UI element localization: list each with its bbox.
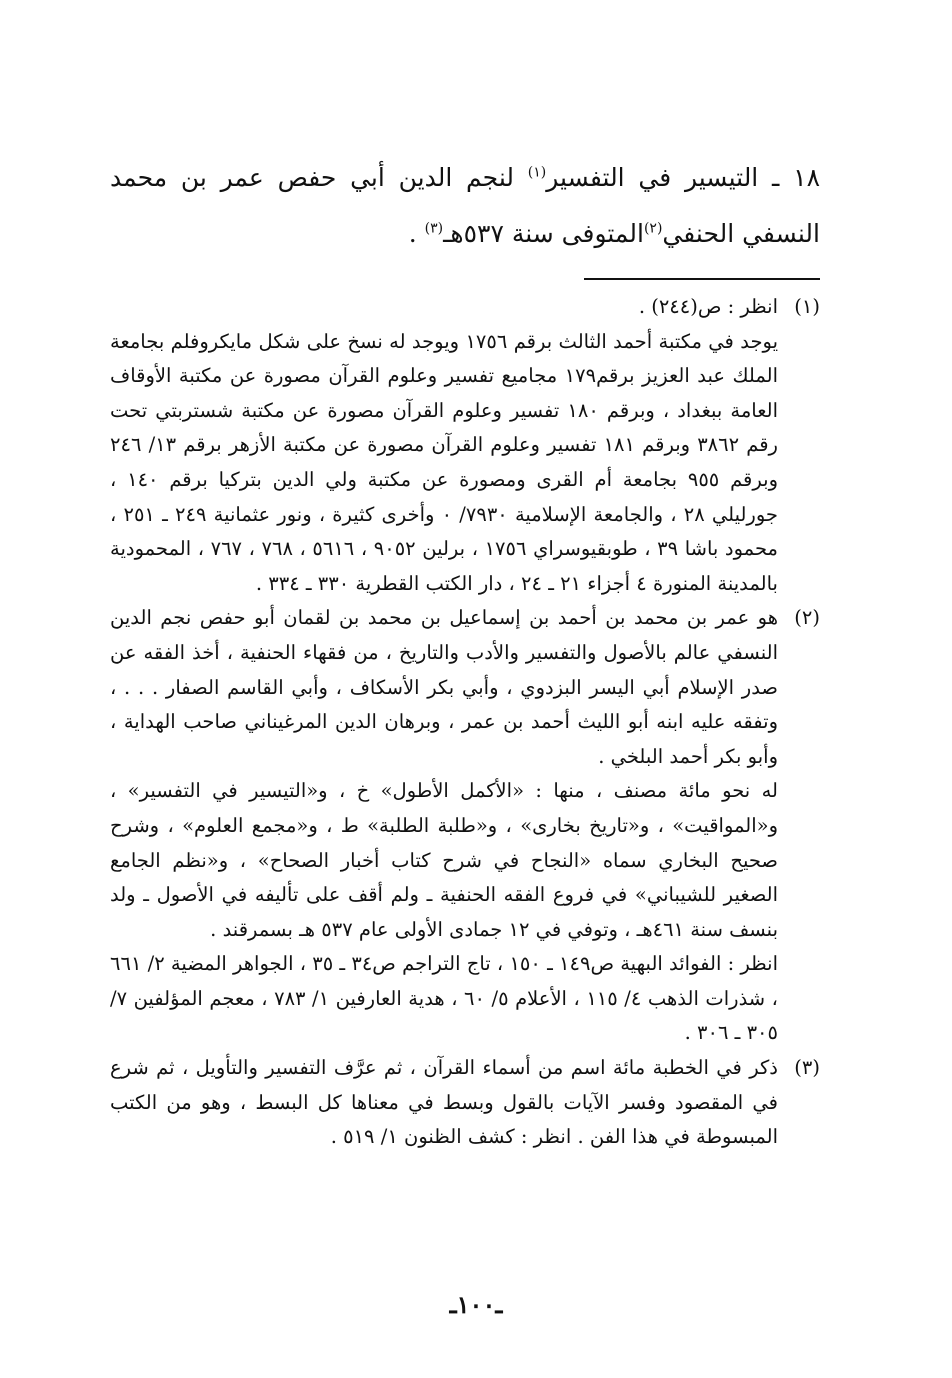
- entry-number: ١٨ ـ: [772, 163, 821, 192]
- page-body: [110, 150, 820, 1155]
- entry-author: لنجم الدين أبي حفص عمر بن محمد النسفي الحنفي: [110, 163, 820, 248]
- entry-title: التيسير في التفسير: [546, 163, 759, 192]
- entry-end: .: [408, 219, 425, 248]
- entry-death-year: المتوفى سنة ٥٣٧هـ: [443, 219, 644, 248]
- footnote-divider: [584, 278, 820, 280]
- footnotes: [110, 290, 820, 1155]
- footnote-1: [110, 290, 820, 601]
- footnote-paragraph: ذكر في الخطبة مائة اسم من أسماء القرآن ، ثم عرَّف التفسير والتأويل ، ثم شرع في المقصود وفسر الآيات بالقول وبسط في معناها كل البسط ، وهو من الكتب المبسوطة في هذا الفن . انظر : كشف الظنون ١/ ٥١٩ .: [110, 1056, 778, 1149]
- footnote-paragraph: انظر : ص(٢٤٤) .: [638, 295, 778, 318]
- footnote-paragraph: له نحو مائة مصنف ، منها : «الأكمل الأطول» خ ، و«التيسير في التفسير» ، و«المواقيت» ، و«تاريخ بخارى» ، و«طلبة الطلبة» ط ، و«مجمع العلوم» ، وشرح صحيح البخاري سماه «النجاح في شرح كتاب أخبار الصحاح» ، و«نظم الجامع الصغير للشيباني» في فروع الفقه الحنفية ـ ولم أقف على تأليفه في الأصول ـ ولد بنسف سنة ٤٦١هـ ، وتوفي في ١٢ جمادى الأولى عام ٥٣٧ هـ بسمرقند .: [110, 779, 778, 941]
- footnote-ref-3[interactable]: (٣): [424, 220, 444, 237]
- footnote-2: [110, 601, 820, 1051]
- footnote-number: (٣): [794, 1056, 820, 1080]
- footnote-paragraph: هو عمر بن محمد بن أحمد بن إسماعيل بن محمد بن لقمان أبو حفص نجم الدين النسفي عالم بالأصول والتفسير والأدب والتاريخ ، من فقهاء الحنفية ، أخذ الفقه عن صدر الإسلام أبي اليسر البزدوي ، وأبي بكر الأسكاف ، وأبي القاسم الصفار . . . ، وتفقه عليه ابنه أبو الليث أحمد بن عمر ، وبرهان الدين المرغيناني صاحب الهداية ، وأبو بكر أحمد البلخي .: [110, 606, 778, 768]
- main-entry: [110, 150, 820, 262]
- footnote-ref-1[interactable]: (١): [527, 164, 547, 181]
- page-number: ـ١٠٠ـ: [449, 1290, 503, 1319]
- footnote-paragraph: انظر : الفوائد البهية ص١٤٩ ـ ١٥٠ ، تاج التراجم ص٣٤ ـ ٣٥ ، الجواهر المضية ٢/ ٦٦١ ، شذرات الذهب ٤/ ١١٥ ، الأعلام ٥/ ٦٠ ، هدية العارفين ١/ ٧٨٣ ، معجم المؤلفين ٧/ ٣٠٥ ـ ٣٠٦ .: [110, 952, 778, 1045]
- footnote-number: (١): [794, 295, 820, 318]
- footnote-number: (٢): [794, 606, 820, 630]
- footnote-ref-2[interactable]: (٢): [643, 220, 663, 237]
- footnote-paragraph: يوجد في مكتبة أحمد الثالث برقم ١٧٥٦ ويوجد له نسخ على شكل مايكروفلم بجامعة الملك عبد العزيز برقم١٧٩ مجاميع تفسير وعلوم القرآن مصورة عن مكتبة الأوقاف العامة ببغداد ، وبرقم ١٨٠ تفسير وعلوم القرآن مصورة عن مكتبة شستربتي تحت رقم ٣٨٦٢ وبرقم ١٨١ تفسير وعلوم القرآن مصورة عن مكتبة الأزهر برقم ١٣/ ٢٤٦ وبرقم ٩٥٥ بجامعة أم القرى ومصورة عن مكتبة ولي الدين بتركيا برقم ١٤٠ ، جورليلي ٢٨ ، والجامعة الإسلامية ٧٩٣٠/ ٠ وأخرى كثيرة ، ونور عثمانية ٢٤٩ ـ ٢٥١ ، محمود باشا ٣٩ ، طوبقيوسراي ١٧٥٦ ، برلين ٩٠٥٢ ، ٥٦١٦ ، ٧٦٨ ، ٧٦٧ ، المحمودية بالمدينة المنورة ٤ أجزاء ٢١ ـ ٢٤ ، دار الكتب القطرية ٣٣٠ ـ ٣٣٤ .: [110, 329, 778, 595]
- footnote-3: [110, 1051, 820, 1155]
